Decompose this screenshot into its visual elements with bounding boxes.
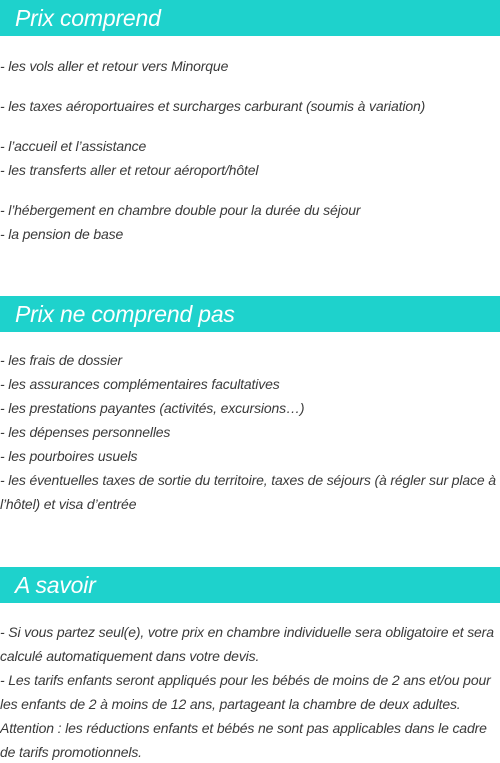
list-item: - l’hébergement en chambre double pour la durée du séjour bbox=[0, 202, 361, 218]
section-title-prix-ne-comprend-pas: Prix ne comprend pas bbox=[0, 296, 500, 332]
info-paragraph: - Les tarifs enfants seront appliqués pour les bébés de moins de 2 ans et/ou pour les enfants de 2 à moins de 12 ans, partageant la chambre de deux adultes. bbox=[0, 672, 491, 712]
list-item: - les taxes aéroportuaires et surcharges carburant (soumis à variation) bbox=[0, 98, 426, 114]
list-item: - l’accueil et l’assistance bbox=[0, 138, 147, 154]
list-item: - la pension de base bbox=[0, 226, 124, 242]
list-item: - les éventuelles taxes de sortie du territoire, taxes de séjours (à régler sur place à l’hôtel) et visa d’entrée bbox=[0, 472, 496, 512]
list-item: - les pourboires usuels bbox=[0, 448, 138, 464]
info-paragraph: - Si vous partez seul(e), votre prix en chambre individuelle sera obligatoire et sera calculé automatiquement dans votre devis. bbox=[0, 624, 494, 664]
list-item: - les assurances complémentaires facultatives bbox=[0, 376, 280, 392]
list-item: - les frais de dossier bbox=[0, 352, 122, 368]
info-paragraph: Attention : les réductions enfants et bébés ne sont pas applicables dans le cadre de tarifs promotionnels. bbox=[0, 720, 487, 760]
list-item: - les dépenses personnelles bbox=[0, 424, 171, 440]
list-item: - les vols aller et retour vers Minorque bbox=[0, 58, 229, 74]
section-title-prix-comprend: Prix comprend bbox=[0, 0, 500, 36]
list-item: - les transferts aller et retour aéroport/hôtel bbox=[0, 162, 259, 178]
list-item: - les prestations payantes (activités, excursions…) bbox=[0, 400, 305, 416]
section-title-a-savoir: A savoir bbox=[0, 567, 500, 603]
